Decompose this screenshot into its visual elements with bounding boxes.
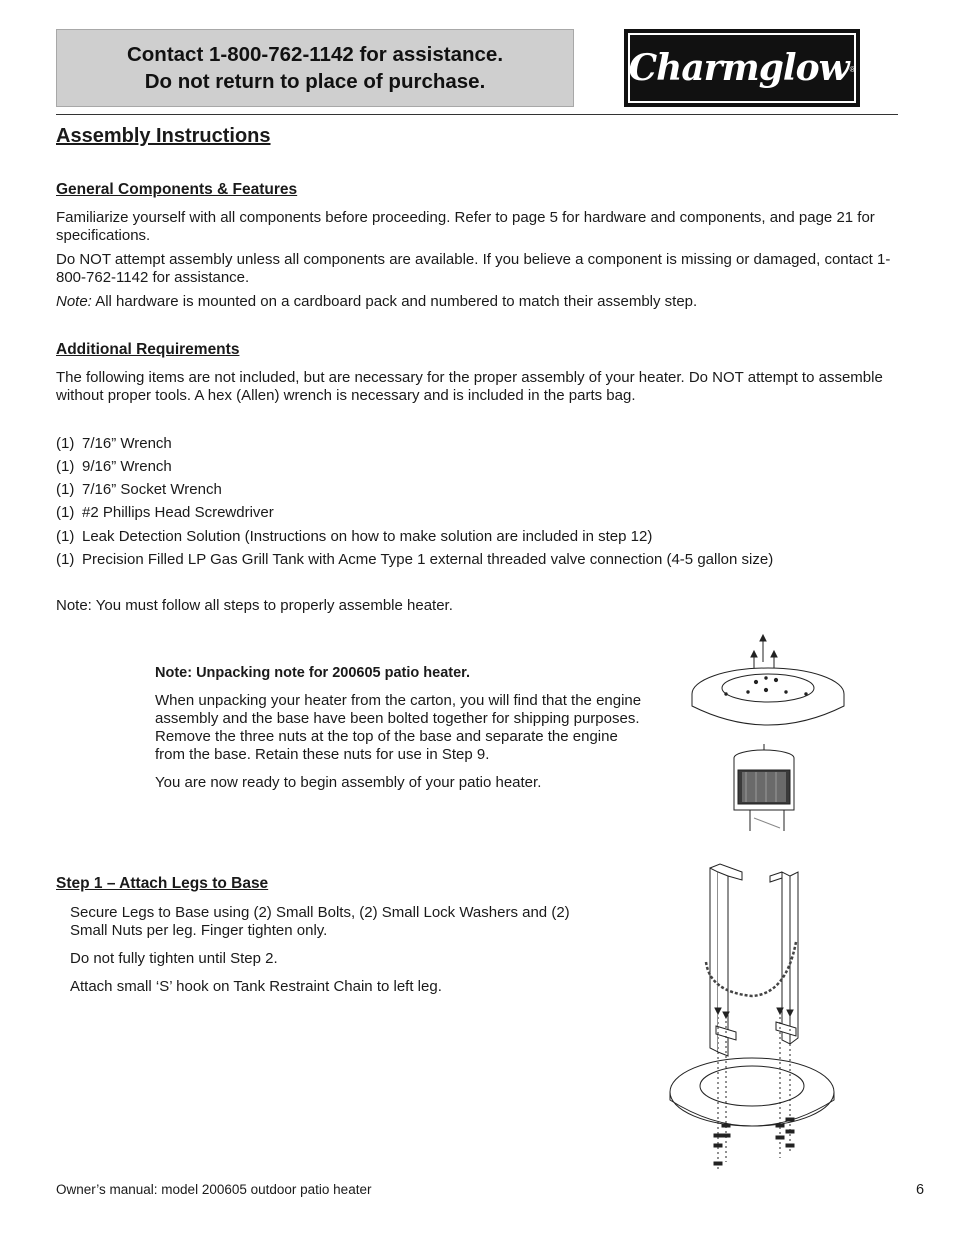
tool-list-item (56, 458, 172, 476)
registered-mark: ® (849, 65, 856, 74)
tool-name: #2 Phillips Head Screwdriver (82, 504, 274, 521)
unpacking-note (155, 664, 650, 792)
heater-unpacking-illustration (686, 632, 850, 832)
tool-qty: (1) (56, 528, 75, 545)
step1-paragraph-2: Do not fully tighten until Step 2. (70, 950, 278, 967)
footer-text: Owner’s manual: model 200605 outdoor patio heater (56, 1182, 372, 1197)
page-number: 6 (916, 1182, 925, 1198)
page-title: Assembly Instructions (56, 125, 271, 147)
step1-instructions (70, 904, 580, 996)
tool-name: Leak Detection Solution (Instructions on how to make solution are included in step 12) (82, 528, 653, 545)
contact-banner (56, 29, 574, 107)
contact-line-1: Contact 1-800-762-1142 for assistance. (126, 43, 504, 66)
tool-list-item (56, 504, 274, 522)
additional-heading: Additional Requirements (56, 341, 240, 358)
tool-list-item (56, 551, 773, 569)
tool-list-item (56, 435, 172, 453)
general-note-label: Note: (56, 293, 92, 310)
unpacking-paragraph-2: You are now ready to begin assembly of your patio heater. (155, 774, 542, 791)
brand-logo (624, 29, 860, 107)
step1-heading: Step 1 – Attach Legs to Base (56, 875, 269, 892)
tool-list-item (56, 528, 652, 546)
tool-name: 9/16” Wrench (82, 458, 172, 475)
general-note-text: All hardware is mounted on a cardboard pack and numbered to match their assembly step. (91, 293, 698, 310)
tool-list-item (56, 481, 222, 499)
general-paragraph-1: Familiarize yourself with all components before proceeding. Refer to page 5 for hardware and components, and page 21 for specifications. (56, 209, 875, 244)
general-heading: General Components & Features (56, 181, 298, 198)
unpacking-heading: Note: Unpacking note for 200605 patio heater. (155, 665, 471, 681)
unpacking-paragraph-1: When unpacking your heater from the carton, you will find that the engine assembly and the base have been bolted together for shipping purposes. Remove the three nuts at the top of the base and separate the engine from the base. Retain these nuts for use in Step 9. (155, 692, 642, 763)
tool-qty: (1) (56, 481, 75, 498)
tool-qty: (1) (56, 551, 75, 568)
general-note (56, 293, 898, 311)
additional-paragraph: The following items are not included, but are necessary for the proper assembly of your heater. Do NOT attempt to assemble without proper tools. A hex (Allen) wrench is necessary and is included in the parts bag. (56, 369, 883, 404)
tool-qty: (1) (56, 458, 75, 475)
tool-qty: (1) (56, 435, 75, 452)
tool-name: Precision Filled LP Gas Grill Tank with Acme Type 1 external threaded valve connection (4-5 gallon size) (82, 551, 774, 568)
tool-name: 7/16” Socket Wrench (82, 481, 222, 498)
tool-qty: (1) (56, 504, 75, 521)
tool-name: 7/16” Wrench (82, 435, 172, 452)
general-paragraph-2: Do NOT attempt assembly unless all components are available. If you believe a component is missing or damaged, contact 1-800-762-1142 for assistance. (56, 251, 891, 286)
legs-to-base-illustration (666, 862, 838, 1180)
header-divider (56, 114, 898, 115)
step1-paragraph-3: Attach small ‘S’ hook on Tank Restraint Chain to left leg. (70, 978, 442, 995)
assembly-note: Note: You must follow all steps to properly assemble heater. (56, 597, 453, 614)
contact-line-2: Do not return to place of purchase. (144, 70, 486, 93)
logo-wordmark: Charmglow (628, 47, 849, 89)
step1-paragraph-1: Secure Legs to Base using (2) Small Bolts, (2) Small Lock Washers and (2) Small Nuts per leg. Finger tighten only. (70, 904, 570, 939)
